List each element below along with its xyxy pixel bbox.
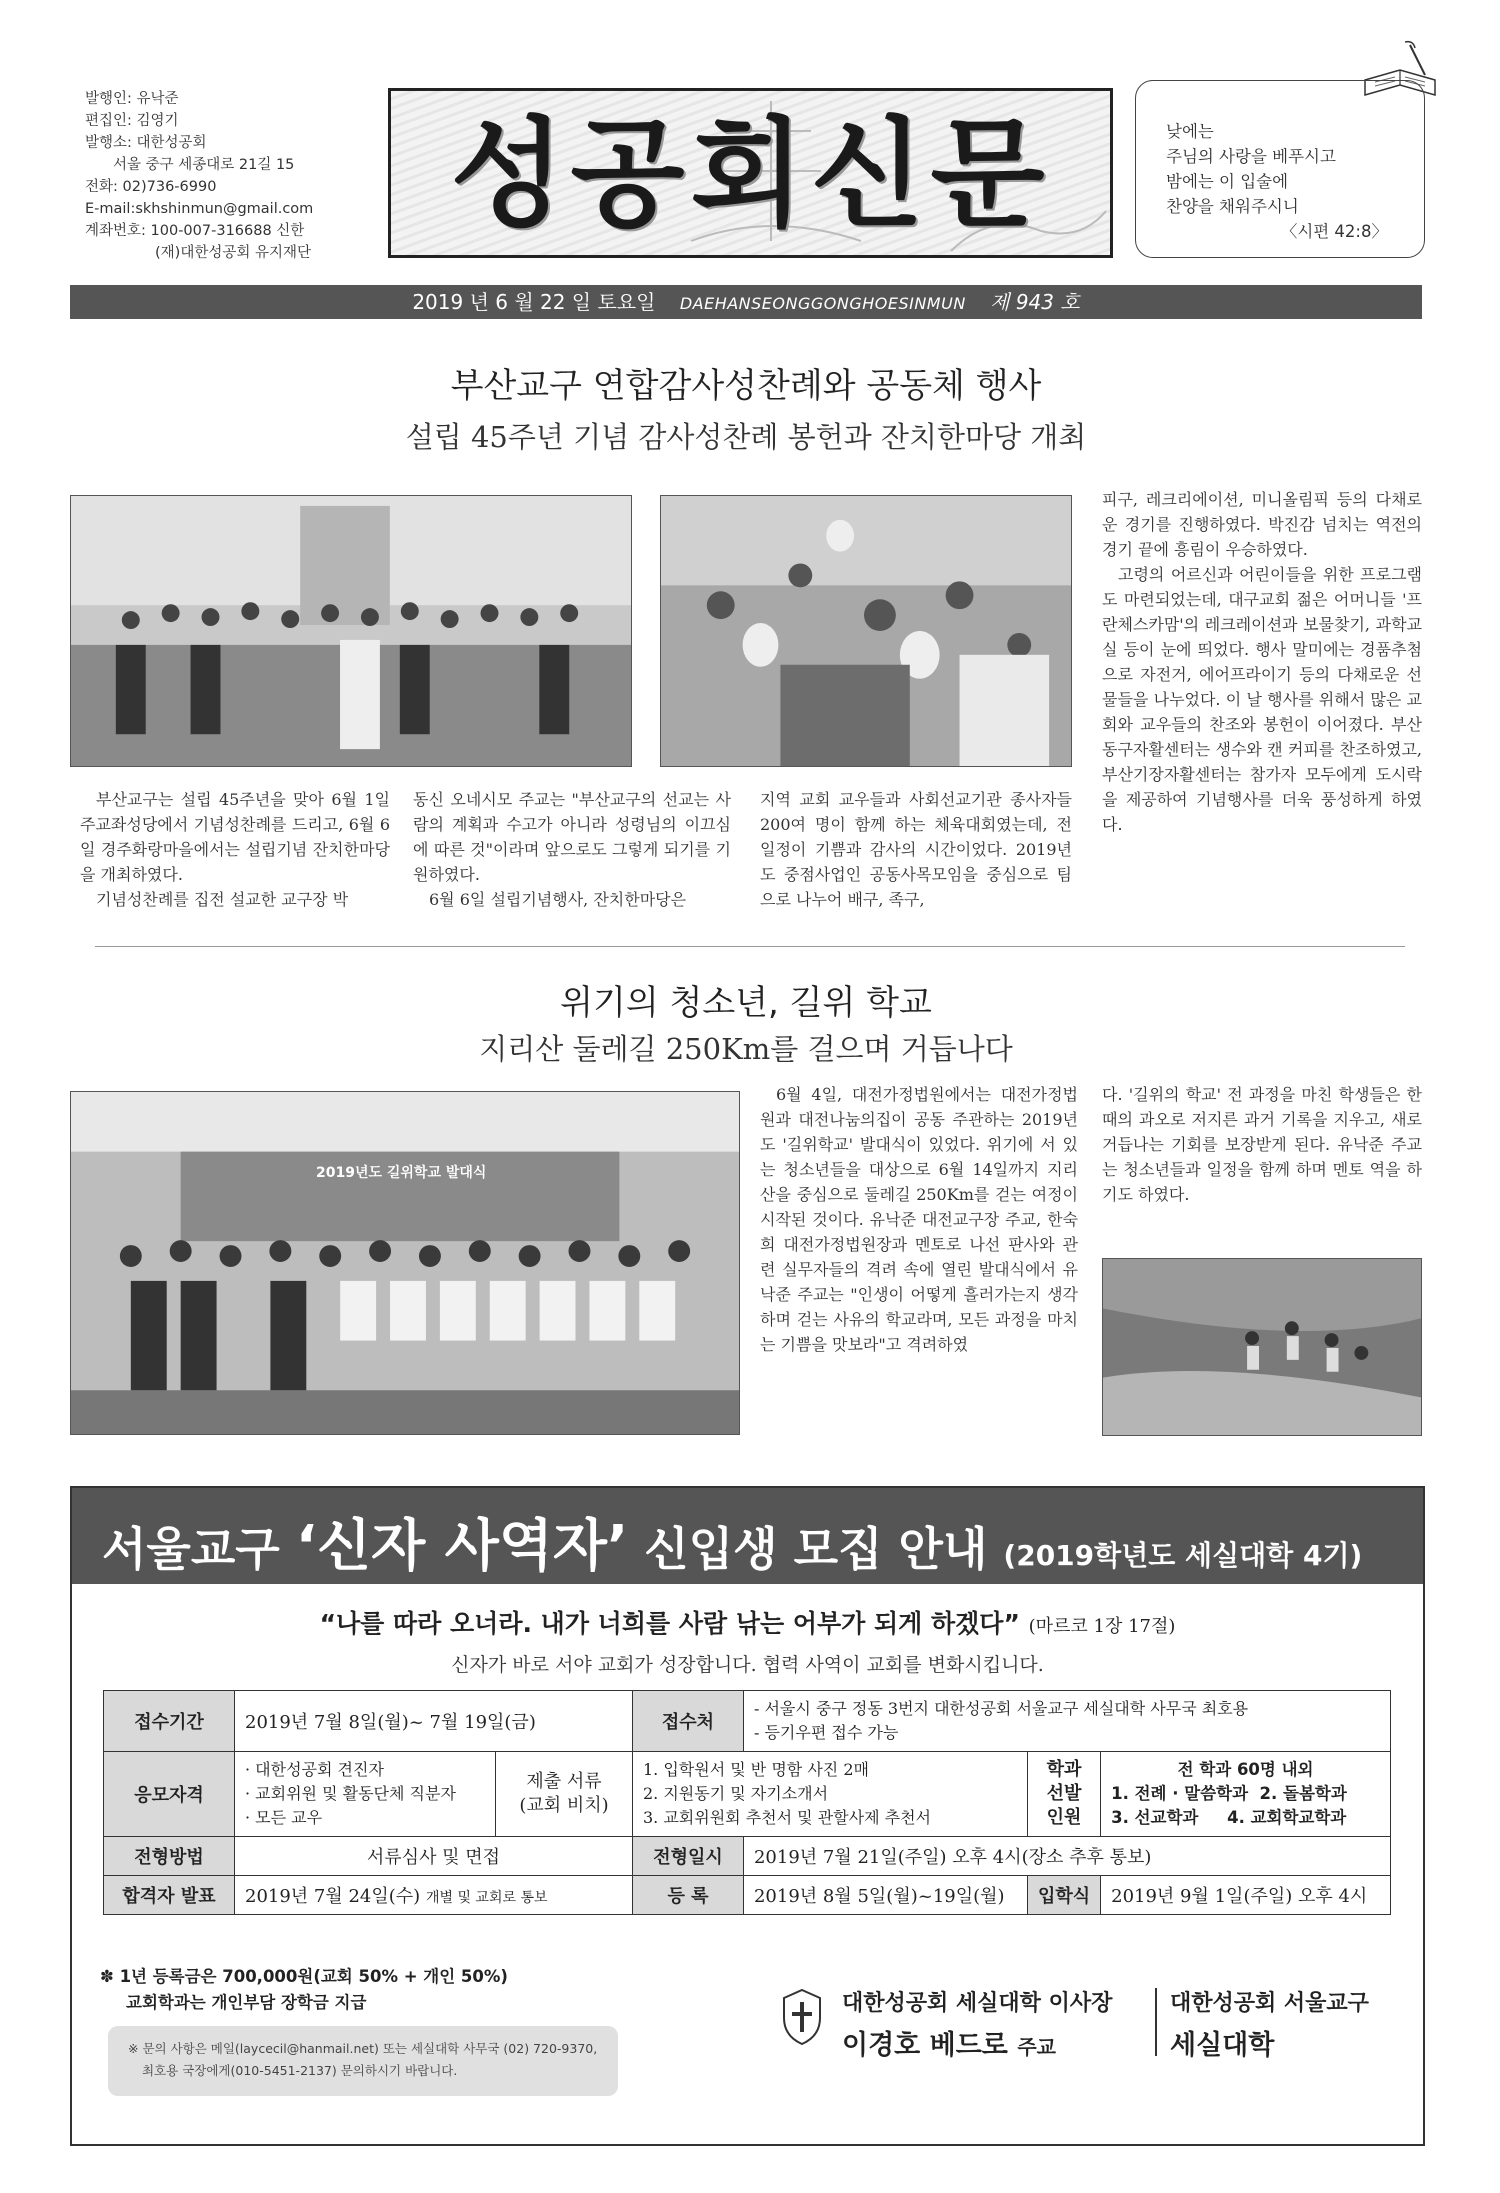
article2-column-2 (1102, 1082, 1422, 1207)
article1-column-2 (413, 787, 731, 912)
article2-headline: 위기의 청소년, 길위 학교 (560, 983, 932, 1023)
office-line: 발행소: 대한성공회 (85, 135, 207, 151)
ad-header (72, 1488, 1423, 1584)
chairman-name: 이경호 베드로 (842, 2030, 1008, 2061)
department-label-line: 인원 (1046, 1807, 1082, 1828)
qualification-item: · 교회위원 및 활동단체 직분자 (245, 1784, 456, 1803)
tuition-line: ✽ 1년 등록금은 700,000원(교회 50% + 개인 50%) (100, 1967, 508, 1986)
result-date: 2019년 7월 24일(수) (245, 1886, 421, 1907)
account-line: 계좌번호: 100-007-316688 신한 (85, 223, 305, 239)
article2-group-photo (70, 1091, 740, 1435)
documents-list (632, 1752, 1027, 1837)
recruitment-table (103, 1690, 1391, 1915)
verse-line: 낮에는 (1166, 122, 1214, 141)
document-item: 1. 입학원서 및 반 명함 사진 2매 (642, 1760, 869, 1779)
masthead-title: 성공회신문 (450, 105, 1051, 243)
ad-quote (70, 1604, 1425, 1640)
place-line: - 서울시 중구 정동 3번지 대한성공회 서울교구 세실대학 사무국 최호용 (753, 1699, 1249, 1718)
article1-paragraph: 부산교구는 설립 45주년을 맞아 6월 1일 주교좌성당에서 기념성찬례를 드리고, 6월 6일 경주화랑마을에서는 설립기념 잔치한마당을 개최하였다. (80, 790, 390, 884)
address-line: 서울 중구 세종대로 21길 15 (113, 157, 295, 173)
period-label: 접수기간 (104, 1691, 235, 1752)
editor-line: 편집인: 김영기 (85, 113, 179, 129)
department-label-line: 학과 (1046, 1759, 1082, 1780)
masthead (388, 88, 1113, 258)
department-list (1101, 1752, 1391, 1837)
issue-number: 제 943 호 (990, 290, 1080, 314)
verse-line: 밤에는 이 입술에 (1166, 172, 1289, 191)
table-row (104, 1876, 1391, 1915)
registration-label: 등 록 (632, 1876, 743, 1915)
department-row (1111, 1806, 1380, 1830)
contact-line: ※ 문의 사항은 메일(laycecil@hanmail.net) 또는 세실대학 사무국 (02) 720-9370, (128, 2041, 598, 2056)
issue-date: 2019 년 6 월 22 일 토요일 (412, 290, 656, 314)
department-row (1111, 1782, 1380, 1806)
place-line: - 등기우편 접수 가능 (753, 1723, 899, 1742)
email-line: E-mail:skhshinmun@gmail.com (85, 201, 314, 217)
article2-paragraph: 다. '길위의 학교' 전 과정을 마친 학생들은 한때의 과오로 저지른 과거 기록을 지우고, 새로 거듭나는 기회를 보장받게 된다. 유낙준 주교는 청소년들과 일정을 함께 하며 멘토 역을 하기도 하였다. (1102, 1085, 1422, 1204)
verse-line: 주님의 사랑을 베푸시고 (1166, 147, 1336, 166)
tuition-note (100, 1964, 508, 2016)
exam-value: 2019년 7월 21일(주일) 오후 4시(장소 추후 통보) (743, 1837, 1390, 1876)
chairman-title: 대한성공회 세실대학 이사장 (842, 1991, 1113, 2016)
verse-line: 찬양을 채워주시니 (1166, 197, 1299, 216)
method-value: 서류심사 및 면접 (235, 1837, 633, 1876)
contact-line: 최호용 국장에게(010-5451-2137) 문의하시기 바랍니다. (142, 2063, 458, 2078)
church-seal-icon (780, 1988, 824, 2046)
department-item: 3. 선교학과 (1111, 1808, 1199, 1827)
period-value: 2019년 7월 8일(월)~ 7월 19일(금) (235, 1691, 633, 1752)
article1-paragraph: 고령의 어르신과 어린이들을 위한 프로그램도 마련되었는데, 대구교회 젊은 어머니들 '프란체스카맘'의 레크레이션과 보물찾기, 과학교실 등이 눈에 띄었다. 행사 말미에는 경품추첨으로 자전거, 에어프라이기 등의 다채로운 선물들을 나누었다. 이 날 행사를 위해서 많은 교회와 교우들의 찬조와 봉헌이 이어졌다. 부산동구자활센터는 생수와 캔 커피를 찬조하였고, 부산기장자활센터는 참가자 모두에게 도시락을 제공하여 기념행사를 더욱 풍성하게 하였다. (1102, 565, 1422, 834)
method-label: 전형방법 (104, 1837, 235, 1876)
entrance-value: 2019년 9월 1일(주일) 오후 4시 (1101, 1876, 1391, 1915)
article1-event-photo (660, 495, 1072, 767)
contact-box (108, 2026, 618, 2096)
qualification-list (235, 1752, 496, 1837)
paper-romanized-name: DAEHANSEONGGONGHOESINMUN (679, 294, 966, 313)
qualification-item: · 대한성공회 견진자 (245, 1760, 384, 1779)
scholarship-line: 교회학과는 개인부담 장학금 지급 (126, 1993, 367, 2012)
article1-paragraph: 지역 교회 교우들과 사회선교기관 종사자들 200여 명이 함께 하는 체육대회였는데, 전 일정이 기쁨과 감사의 시간이었다. 2019년도 중점사업인 공동사목모임을 중심으로 팀으로 나누어 배구, 족구, (760, 790, 1072, 909)
department-item: 2. 돌봄학과 (1259, 1784, 1347, 1803)
table-row (104, 1691, 1391, 1752)
publisher-line: 발행인: 유낙준 (85, 91, 179, 107)
registration-value: 2019년 8월 5일(월)~19일(월) (743, 1876, 1027, 1915)
ad-title-year: (2019학년도 세실대학 4기) (1003, 1539, 1363, 1572)
department-label (1027, 1752, 1100, 1837)
ad-title (102, 1502, 1362, 1582)
signature-institution (1170, 1986, 1369, 2062)
document-item: 2. 지원동기 및 자기소개서 (642, 1784, 829, 1803)
department-total: 전 학과 60명 내외 (1177, 1760, 1314, 1779)
article1-column-3 (760, 787, 1072, 912)
publisher-info (85, 88, 355, 264)
result-value (235, 1876, 633, 1915)
place-value (743, 1691, 1390, 1752)
article1-headline: 부산교구 연합감사성찬례와 공동체 행사 (450, 366, 1042, 406)
documents-label-line: 제출 서류 (526, 1771, 602, 1792)
department-label-line: 선발 (1046, 1783, 1082, 1804)
signature-chairman (842, 1986, 1112, 2062)
phone-line: 전화: 02)736-6990 (85, 179, 217, 195)
verse-box (1135, 80, 1425, 258)
entrance-label: 입학식 (1027, 1876, 1100, 1915)
place-label: 접수처 (632, 1691, 743, 1752)
section-divider (95, 946, 1405, 947)
article1-column-1 (80, 787, 390, 912)
article2-paragraph: 6월 4일, 대전가정법원에서는 대전가정법원과 대전나눔의집이 공동 주관하는 2019년도 '길위학교' 발대식이 있었다. 위기에 서 있는 청소년들을 대상으로 6월 14일까지 지리산을 중심으로 둘레길 250Km를 걷는 여정이 시작된 것이다. 유낙준 대전교구장 주교, 한숙희 대전가정법원장과 멘토로 나선 판사와 관련 실무자들의 격려 속에 열린 발대식에서 유낙준 주교는 "인생이 어떻게 흘러가는지 생각하며 걷는 사유의 학교라며, 모든 과정을 마치는 기쁨을 맛보라"고 격려하였 (760, 1085, 1078, 1354)
institution-line: 대한성공회 서울교구 (1170, 1991, 1369, 2016)
article1-paragraph: 피구, 레크리에이션, 미니올림픽 등의 다채로운 경기를 진행하였다. 박진감 넘치는 역전의 경기 끝에 흥림이 우승하였다. (1102, 490, 1422, 559)
article2-hiking-photo (1102, 1258, 1422, 1436)
result-note: 개별 및 교회로 통보 (425, 1890, 548, 1906)
ad-tagline: 신자가 바로 서야 교회가 성장합니다. 협력 사역이 교회를 변화시킵니다. (451, 1654, 1044, 1676)
article1-group-photo (70, 495, 632, 767)
institution-name: 세실대학 (1170, 2030, 1275, 2061)
article1-paragraph: 기념성찬례를 집전 설교한 교구장 박 (96, 890, 349, 909)
chairman-rank: 주교 (1017, 2035, 1056, 2059)
banner-text: 2019년도 길위학교 발대식 (316, 1165, 487, 1181)
ad-title-emphasis: ‘신자 사역자’ (295, 1514, 629, 1579)
article1-subhead: 설립 45주년 기념 감사성찬례 봉헌과 잔치한마당 개최 (405, 420, 1087, 454)
date-bar (70, 285, 1422, 319)
article2-column-1 (760, 1082, 1078, 1357)
table-row (104, 1837, 1391, 1876)
documents-label-line: (교회 비치) (519, 1795, 609, 1816)
department-item: 1. 전례 · 말씀학과 (1111, 1784, 1249, 1803)
result-label: 합격자 발표 (104, 1876, 235, 1915)
document-item: 3. 교회위원회 추천서 및 관할사제 추천서 (642, 1808, 931, 1827)
documents-label (496, 1752, 633, 1837)
ad-title-main: 신입생 모집 안내 (628, 1522, 1004, 1576)
article1-paragraph: 동신 오네시모 주교는 "부산교구의 선교는 사람의 계획과 수고가 아니라 성령님의 이끄심에 따른 것"이라며 앞으로도 그렇게 되기를 기원하였다. (413, 790, 731, 884)
signature-divider (1155, 1988, 1157, 2056)
account-holder: (재)대한성공회 유지재단 (155, 245, 311, 261)
ad-quote-text: “나를 따라 오너라. 내가 너희를 사람 낚는 어부가 되게 하겠다” (319, 1609, 1020, 1638)
ad-quote-citation: (마르코 1장 17절) (1028, 1616, 1176, 1637)
qualification-label: 응모자격 (104, 1752, 235, 1837)
qualification-item: · 모든 교우 (245, 1808, 323, 1827)
article1-column-4 (1102, 487, 1422, 837)
article2-subhead: 지리산 둘레길 250Km를 걸으며 거듭나다 (479, 1032, 1013, 1066)
exam-label: 전형일시 (632, 1837, 743, 1876)
verse-reference: 〈시편 42:8〉 (1280, 222, 1388, 241)
table-row (104, 1752, 1391, 1837)
ad-title-prefix: 서울교구 (102, 1522, 296, 1576)
department-item: 4. 교회학교학과 (1227, 1808, 1347, 1827)
article1-paragraph: 6월 6일 설립기념행사, 잔치한마당은 (429, 890, 687, 909)
